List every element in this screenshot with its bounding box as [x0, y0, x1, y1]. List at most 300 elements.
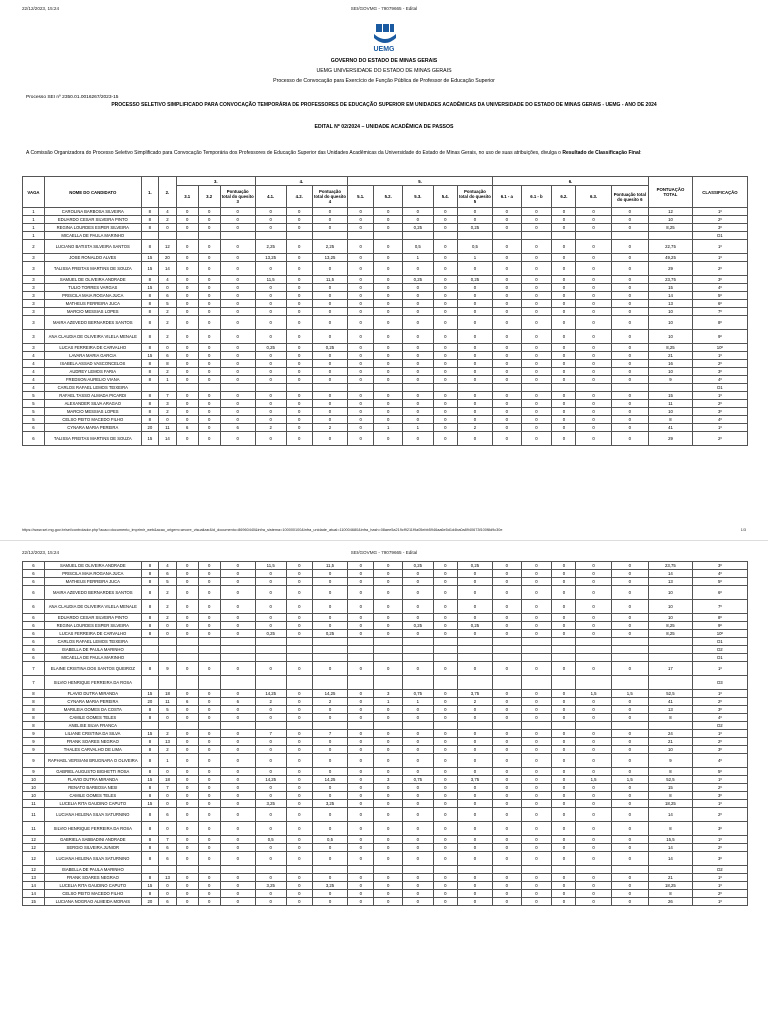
score-cell: 13,25 [312, 254, 347, 262]
score-cell [255, 646, 286, 654]
score-cell: 0 [433, 792, 457, 800]
classification-cell: 9º [692, 330, 747, 344]
score-cell: 0 [220, 400, 255, 408]
classification-cell: 3º [692, 792, 747, 800]
score-cell: 0 [552, 284, 576, 292]
score-cell: 0 [433, 570, 457, 578]
score-cell: 0 [159, 284, 177, 292]
total-cell: 10 [649, 216, 693, 224]
score-cell: 0 [433, 392, 457, 400]
score-cell: 0 [521, 432, 552, 446]
table-row [23, 746, 748, 754]
score-cell: 0 [286, 630, 312, 638]
score-cell: 0 [255, 784, 286, 792]
score-cell: 8 [141, 630, 159, 638]
vaga-cell: 3 [23, 300, 45, 308]
total-cell: 10 [649, 316, 693, 330]
score-cell [493, 866, 522, 874]
score-cell: 0 [374, 852, 403, 866]
score-cell: 0 [198, 432, 220, 446]
score-cell: 0 [521, 352, 552, 360]
table-row [23, 730, 748, 738]
score-cell: 0 [552, 570, 576, 578]
score-cell: 0 [611, 730, 648, 738]
score-cell: 0 [433, 408, 457, 416]
score-cell: 0 [255, 400, 286, 408]
score-cell: 0 [552, 890, 576, 898]
score-cell: 15 [141, 432, 159, 446]
score-cell: 0 [433, 746, 457, 754]
score-cell: 0 [433, 844, 457, 852]
score-cell: 0 [576, 768, 611, 776]
total-cell: 18,25 [648, 800, 692, 808]
score-cell: 0 [457, 300, 492, 308]
score-cell: 0,5 [402, 240, 433, 254]
classification-cell: 4º [692, 754, 747, 768]
score-cell: 0 [521, 292, 552, 300]
score-cell: 8 [141, 852, 159, 866]
score-cell [457, 866, 492, 874]
total-cell: 14 [648, 844, 692, 852]
score-cell [220, 638, 255, 646]
vaga-cell: 6 [23, 654, 45, 662]
score-cell [402, 638, 433, 646]
score-cell [198, 676, 220, 690]
score-cell: 0 [255, 890, 286, 898]
score-cell [141, 232, 159, 240]
score-cell: 0 [576, 882, 611, 890]
score-cell: 0 [176, 262, 198, 276]
col-6-2: 6.2. [552, 186, 576, 208]
score-cell: 0 [457, 852, 492, 866]
classification-cell: 4º [692, 570, 747, 578]
score-cell: 0 [611, 792, 648, 800]
score-cell: 0 [433, 262, 457, 276]
score-cell: 0 [521, 240, 552, 254]
score-cell: 0 [255, 316, 286, 330]
score-cell: 0 [159, 224, 177, 232]
score-cell: 0 [286, 224, 312, 232]
total-cell: 10 [649, 408, 693, 416]
score-cell: 0 [552, 714, 576, 722]
score-cell: 0 [552, 562, 576, 570]
score-cell [348, 722, 374, 730]
score-cell: 0 [521, 600, 552, 614]
score-cell: 0 [611, 622, 648, 630]
score-cell: 0 [176, 800, 198, 808]
col-5-4: 5.4. [433, 186, 457, 208]
classification-cell: 9º [692, 622, 747, 630]
vaga-cell: 1 [23, 216, 45, 224]
score-cell: 0 [198, 330, 220, 344]
classification-cell: D3 [692, 676, 747, 690]
vaga-cell: 11 [23, 800, 45, 808]
score-cell: 0 [374, 216, 403, 224]
candidate-name-cell: SERGIO SILVEIRA JUNIOR [44, 844, 141, 852]
score-cell: 0 [402, 800, 433, 808]
total-cell: 10 [648, 586, 692, 600]
score-cell: 0 [176, 432, 198, 446]
score-cell: 0 [220, 208, 255, 216]
score-cell: 0 [521, 630, 552, 638]
score-cell: 0 [374, 622, 403, 630]
score-cell: 20 [141, 698, 159, 706]
vaga-cell: 10 [23, 792, 45, 800]
score-cell: 0 [611, 308, 648, 316]
score-cell: 0 [457, 662, 492, 676]
table-row [23, 784, 748, 792]
score-cell: 0 [521, 208, 552, 216]
score-cell: 0 [176, 416, 198, 424]
table-row [23, 738, 748, 746]
score-cell [176, 654, 198, 662]
total-cell: 14 [648, 570, 692, 578]
score-cell [457, 654, 492, 662]
score-cell: 0 [348, 400, 374, 408]
score-cell: 0 [576, 570, 611, 578]
score-cell: 0 [286, 392, 312, 400]
score-cell: 0 [402, 768, 433, 776]
score-cell: 0 [611, 360, 648, 368]
score-cell [220, 866, 255, 874]
score-cell: 0 [493, 254, 522, 262]
score-cell: 0 [286, 808, 312, 822]
score-cell [255, 232, 286, 240]
score-cell [433, 866, 457, 874]
score-cell: 8 [141, 216, 159, 224]
score-cell: 0 [176, 662, 198, 676]
score-cell: 0 [521, 738, 552, 746]
score-cell: 0 [611, 216, 648, 224]
unit-name: Processo de Convocação para Exercício de Função Pública de Professor de Educação Superior [273, 78, 495, 84]
score-cell: 0 [159, 800, 177, 808]
score-cell: 2 [255, 698, 286, 706]
score-cell: 0 [457, 344, 492, 352]
table-row [23, 352, 748, 360]
candidate-name-cell: CAMILE GOMES TELES [44, 792, 141, 800]
score-cell: 0 [220, 844, 255, 852]
score-cell: 0 [402, 344, 433, 352]
score-cell: 0 [374, 308, 403, 316]
score-cell: 0 [521, 622, 552, 630]
vaga-cell: 6 [23, 432, 45, 446]
score-cell: 0 [255, 360, 286, 368]
vaga-cell: 11 [23, 808, 45, 822]
score-cell: 0 [402, 706, 433, 714]
score-cell: 0 [312, 622, 347, 630]
score-cell: 0 [493, 368, 522, 376]
score-cell: 0 [433, 424, 457, 432]
score-cell: 0 [176, 330, 198, 344]
score-cell: 0 [521, 360, 552, 368]
candidate-name-cell: SILVIO HENRIQUE FERREIRA DA ROSA [44, 676, 141, 690]
candidate-name-cell: MARCIO MESSIAS LOPES [44, 408, 141, 416]
score-cell: 0 [576, 898, 611, 906]
score-cell: 0 [220, 754, 255, 768]
score-cell [552, 646, 576, 654]
total-cell: 21 [648, 874, 692, 882]
score-cell: 0 [348, 874, 374, 882]
score-cell: 0,75 [402, 776, 433, 784]
score-cell: 0 [611, 562, 648, 570]
score-cell: 0 [312, 890, 347, 898]
classification-cell: 1º [692, 730, 747, 738]
score-cell: 0 [457, 792, 492, 800]
score-cell: 0 [220, 898, 255, 906]
score-cell: 0 [493, 224, 522, 232]
table-row [23, 662, 748, 676]
score-cell: 0 [255, 216, 286, 224]
score-cell [521, 676, 552, 690]
score-cell: 0 [176, 890, 198, 898]
table-row [23, 898, 748, 906]
score-cell: 0 [433, 276, 457, 284]
group-6: 6. [493, 177, 649, 186]
score-cell: 0 [176, 746, 198, 754]
score-cell: 6 [176, 424, 198, 432]
candidate-name-cell: RAFAEL TASSO ALMADA PICARDI [44, 392, 141, 400]
score-cell: 0 [312, 360, 347, 368]
score-cell: 0 [552, 208, 576, 216]
score-cell: 0 [374, 662, 403, 676]
score-cell: 0 [312, 400, 347, 408]
score-cell: 0 [255, 768, 286, 776]
vaga-cell: 1 [23, 232, 45, 240]
table-row [23, 570, 748, 578]
score-cell: 0 [457, 292, 492, 300]
score-cell: 2 [159, 216, 177, 224]
score-cell: 0 [521, 316, 552, 330]
score-cell: 0 [552, 262, 576, 276]
score-cell: 0 [521, 768, 552, 776]
score-cell: 0 [552, 622, 576, 630]
score-cell: 8 [141, 844, 159, 852]
candidate-name-cell: MICAELLA DE PAULA MARINHO [44, 654, 141, 662]
score-cell: 0 [493, 586, 522, 600]
table-row [23, 792, 748, 800]
score-cell [433, 676, 457, 690]
classification-cell: D2 [692, 866, 747, 874]
score-cell: 0 [255, 292, 286, 300]
table-row [23, 646, 748, 654]
gov-title: GOVERNO DO ESTADO DE MINAS GERAIS [330, 58, 438, 64]
score-cell: 0 [433, 768, 457, 776]
score-cell: 0 [348, 376, 374, 384]
score-cell: 6 [159, 844, 177, 852]
score-cell: 0 [255, 706, 286, 714]
score-cell [176, 384, 198, 392]
score-cell: 0 [348, 416, 374, 424]
score-cell: 0 [576, 622, 611, 630]
score-cell: 8 [141, 836, 159, 844]
score-cell: 3 [374, 776, 403, 784]
score-cell: 0 [402, 262, 433, 276]
score-cell: 0 [611, 316, 648, 330]
print-header [22, 6, 746, 11]
candidate-name-cell: FRANK SOARES NEGRAO [44, 874, 141, 882]
score-cell: 13 [159, 874, 177, 882]
score-cell: 0 [576, 578, 611, 586]
score-cell: 0 [493, 292, 522, 300]
score-cell: 0 [521, 882, 552, 890]
score-cell: 0 [493, 714, 522, 722]
score-cell: 0 [521, 898, 552, 906]
score-cell: 0 [576, 432, 611, 446]
score-cell: 14,25 [312, 690, 347, 698]
score-cell: 0 [286, 836, 312, 844]
score-cell [552, 722, 576, 730]
classification-cell: 1º [692, 208, 747, 216]
vaga-cell: 6 [23, 424, 45, 432]
candidate-name-cell: CYNARA MARIA PEREIRA [44, 424, 141, 432]
score-cell: 0 [402, 400, 433, 408]
score-cell [286, 654, 312, 662]
score-cell: 0 [552, 852, 576, 866]
total-cell: 10 [648, 614, 692, 622]
score-cell: 0 [220, 586, 255, 600]
vaga-cell: 14 [23, 882, 45, 890]
total-cell: 9 [649, 376, 693, 384]
score-cell [198, 866, 220, 874]
total-cell [648, 866, 692, 874]
score-cell: 0 [493, 424, 522, 432]
score-cell: 0 [286, 822, 312, 836]
score-cell: 0 [198, 706, 220, 714]
score-cell: 0 [312, 570, 347, 578]
score-cell: 0 [286, 330, 312, 344]
score-cell [348, 384, 374, 392]
score-cell: 0 [433, 614, 457, 622]
score-cell: 0 [433, 300, 457, 308]
score-cell: 0 [576, 730, 611, 738]
score-cell: 0 [348, 424, 374, 432]
score-cell: 0 [493, 352, 522, 360]
score-cell: 0 [176, 852, 198, 866]
score-cell: 0 [576, 706, 611, 714]
score-cell: 0 [611, 882, 648, 890]
score-cell: 0 [176, 792, 198, 800]
classification-cell: 8º [692, 614, 747, 622]
score-cell: 0 [402, 882, 433, 890]
score-cell: 0 [348, 792, 374, 800]
score-cell: 0 [348, 300, 374, 308]
candidate-name-cell: THALES CARVALHO DE LIMA [44, 746, 141, 754]
score-cell: 8 [141, 614, 159, 622]
table-row [23, 416, 748, 424]
score-cell [198, 654, 220, 662]
score-cell: 0 [433, 714, 457, 722]
table-row [23, 424, 748, 432]
score-cell: 0 [312, 284, 347, 292]
score-cell: 0 [402, 614, 433, 622]
table-row [23, 808, 748, 822]
score-cell: 0 [348, 898, 374, 906]
score-cell: 0 [312, 714, 347, 722]
score-cell: 0 [220, 776, 255, 784]
score-cell: 2,25 [255, 240, 286, 254]
score-cell: 0 [286, 208, 312, 216]
score-cell: 0 [457, 808, 492, 822]
score-cell: 0 [198, 284, 220, 292]
score-cell: 0 [521, 808, 552, 822]
score-cell: 0 [198, 344, 220, 352]
score-cell: 2 [457, 424, 492, 432]
candidate-name-cell: MICAELLA DE PAULA MARINHO [44, 232, 141, 240]
score-cell: 2 [159, 408, 177, 416]
score-cell: 0 [457, 874, 492, 882]
total-cell: 23,75 [649, 276, 693, 284]
score-cell: 0 [552, 376, 576, 384]
score-cell: 0 [521, 874, 552, 882]
score-cell: 0 [286, 844, 312, 852]
score-cell: 0 [433, 208, 457, 216]
score-cell: 0 [457, 376, 492, 384]
score-cell: 0 [220, 292, 255, 300]
score-cell: 0 [493, 284, 522, 292]
score-cell: 0 [176, 224, 198, 232]
score-cell [457, 384, 492, 392]
candidate-name-cell: ISABELA ASSAD VASCONCELOS [44, 360, 141, 368]
score-cell: 0 [312, 578, 347, 586]
score-cell: 0 [220, 690, 255, 698]
score-cell: 0 [198, 614, 220, 622]
score-cell: 0 [433, 360, 457, 368]
score-cell: 0 [493, 562, 522, 570]
score-cell: 0 [176, 376, 198, 384]
score-cell: 9 [159, 662, 177, 676]
score-cell: 2 [159, 600, 177, 614]
score-cell: 0 [176, 316, 198, 330]
score-cell: 0 [286, 376, 312, 384]
score-cell: 0 [576, 216, 611, 224]
candidate-name-cell: GABRIELA SABBADINI ANDRADE [44, 836, 141, 844]
score-cell: 0 [312, 392, 347, 400]
score-cell: 0 [255, 792, 286, 800]
total-cell: 14 [648, 808, 692, 822]
score-cell: 0 [286, 746, 312, 754]
classification-cell: 2º [692, 738, 747, 746]
col-4-1: 4.1. [255, 186, 286, 208]
score-cell: 0 [552, 586, 576, 600]
score-cell: 0 [576, 738, 611, 746]
score-cell: 0 [255, 432, 286, 446]
score-cell: 0 [433, 776, 457, 784]
score-cell: 0 [493, 662, 522, 676]
score-cell: 0 [552, 400, 576, 408]
score-cell: 0 [286, 706, 312, 714]
score-cell: 0 [348, 754, 374, 768]
score-cell [552, 866, 576, 874]
score-cell: 0 [286, 784, 312, 792]
score-cell: 0 [521, 800, 552, 808]
score-cell: 0 [255, 614, 286, 622]
classification-cell: 5º [692, 578, 747, 586]
score-cell [312, 384, 347, 392]
score-cell: 0 [220, 316, 255, 330]
score-cell [286, 646, 312, 654]
vaga-cell: 11 [23, 822, 45, 836]
table-row [23, 308, 748, 316]
score-cell [402, 646, 433, 654]
score-cell [348, 676, 374, 690]
classification-cell: 1º [692, 392, 747, 400]
score-cell: 5 [159, 578, 177, 586]
score-cell: 0 [374, 360, 403, 368]
candidate-name-cell: ISABELLA DE PAULA MARINHO [44, 646, 141, 654]
score-cell: 0 [402, 392, 433, 400]
score-cell: 0 [493, 400, 522, 408]
score-cell: 3,75 [457, 776, 492, 784]
